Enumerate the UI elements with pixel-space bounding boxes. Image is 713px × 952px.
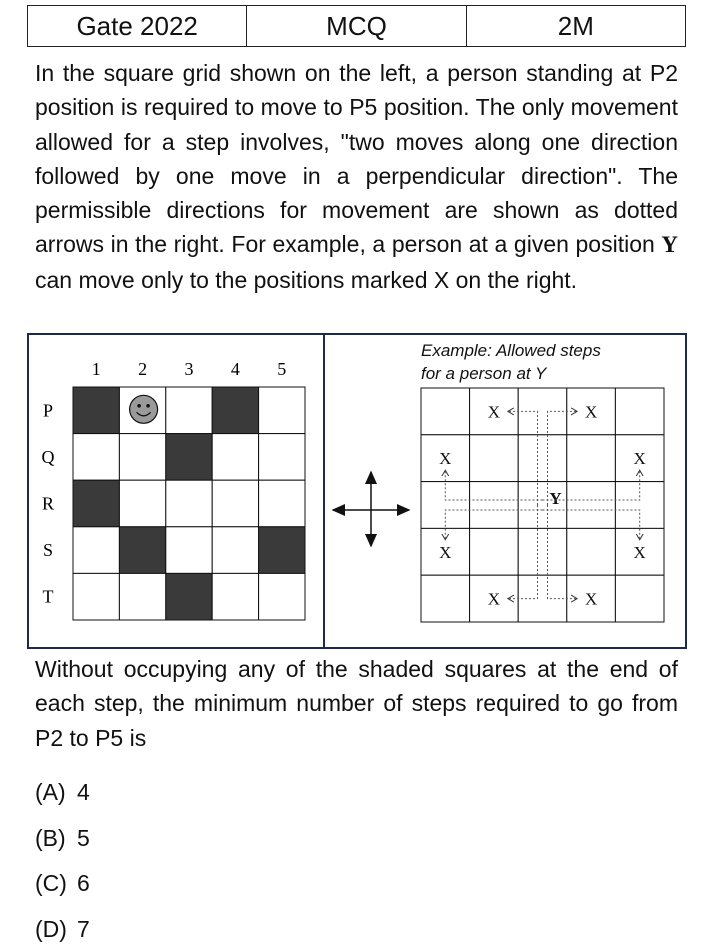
question-figure — [27, 333, 687, 649]
example-cell — [470, 482, 519, 529]
grid-cell-shaded — [212, 387, 258, 434]
example-cell — [567, 482, 616, 529]
example-cell — [615, 388, 664, 435]
grid-cell — [166, 387, 212, 434]
target-x-label: X — [439, 449, 451, 468]
example-cell — [567, 435, 616, 482]
example-caption-line1: Example: Allowed steps — [421, 341, 601, 360]
grid-cell — [119, 573, 165, 620]
grid-cell — [259, 434, 305, 481]
target-x-label: X — [585, 402, 597, 421]
answer-options — [35, 770, 90, 952]
question-type: MCQ — [247, 6, 466, 46]
column-label: 3 — [185, 359, 194, 379]
example-caption-line2: for a person at Y — [421, 364, 548, 383]
option-d[interactable] — [35, 907, 90, 952]
grid-cell — [212, 480, 258, 527]
grid-cell-shaded — [73, 480, 119, 527]
para1-text-b: can move only to the positions marked X on the right. — [35, 267, 577, 293]
question-header — [27, 5, 686, 47]
option-a-label: (A) — [35, 779, 77, 806]
example-cell — [470, 528, 519, 575]
example-cell — [518, 528, 567, 575]
row-label: S — [43, 540, 53, 560]
target-x-label: X — [488, 590, 500, 609]
target-x-label: X — [439, 543, 451, 562]
figure-svg — [29, 335, 685, 647]
grid-cell — [166, 527, 212, 574]
example-cell — [421, 575, 470, 622]
grid-cell — [212, 434, 258, 481]
column-label: 1 — [92, 359, 101, 379]
option-a-value: 4 — [77, 779, 90, 806]
target-x-label: X — [634, 543, 646, 562]
target-x-label: X — [585, 590, 597, 609]
grid-cell-shaded — [73, 387, 119, 434]
example-grid — [421, 388, 664, 622]
direction-cross-icon — [333, 472, 409, 546]
grid-cell — [73, 527, 119, 574]
smiley-person-icon — [130, 395, 158, 423]
left-grid — [42, 359, 306, 620]
option-b[interactable] — [35, 816, 90, 862]
para1-y-symbol: Y — [661, 232, 678, 257]
para1-text-a: In the square grid shown on the left, a person standing at P2 position is required to move to P5 position. The only movement allowed for a step involves, "two moves along one direction followed by one move in a perpendicular direction". The permissible directions for movement are shown as dotted arrows in the right. For example, a person at a given position — [35, 60, 678, 257]
question-marks: 2M — [467, 6, 685, 46]
option-c-value: 6 — [77, 870, 90, 897]
grid-cell — [73, 573, 119, 620]
grid-cell — [119, 434, 165, 481]
option-a[interactable] — [35, 770, 90, 816]
column-label: 2 — [138, 359, 147, 379]
grid-cell — [119, 480, 165, 527]
exam-name: Gate 2022 — [28, 6, 247, 46]
grid-cell — [212, 527, 258, 574]
row-label: T — [43, 587, 54, 607]
option-b-label: (B) — [35, 825, 77, 852]
grid-cell — [259, 387, 305, 434]
option-c[interactable] — [35, 861, 90, 907]
example-cell — [615, 575, 664, 622]
question-paragraph-1 — [35, 56, 678, 297]
target-x-label: X — [488, 402, 500, 421]
grid-cell — [259, 480, 305, 527]
column-label: 4 — [231, 359, 240, 379]
grid-cell — [259, 573, 305, 620]
option-d-label: (D) — [35, 916, 77, 943]
example-cell — [567, 528, 616, 575]
column-label: 5 — [277, 359, 286, 379]
example-cell — [518, 435, 567, 482]
row-label: Q — [42, 447, 55, 467]
row-label: P — [43, 400, 53, 420]
grid-cell-shaded — [166, 573, 212, 620]
option-d-value: 7 — [77, 916, 90, 943]
option-b-value: 5 — [77, 825, 90, 852]
grid-cell — [73, 434, 119, 481]
grid-cell-shaded — [166, 434, 212, 481]
grid-cell-shaded — [259, 527, 305, 574]
example-cell — [470, 435, 519, 482]
center-y-label: Y — [549, 489, 561, 508]
example-cell — [421, 388, 470, 435]
option-c-label: (C) — [35, 870, 77, 897]
target-x-label: X — [634, 449, 646, 468]
row-label: R — [42, 494, 54, 514]
question-paragraph-2: Without occupying any of the shaded squares at the end of each step, the minimum number of steps required to go from P2 to P5 is — [35, 652, 678, 755]
grid-cell — [212, 573, 258, 620]
grid-cell — [166, 480, 212, 527]
grid-cell-shaded — [119, 527, 165, 574]
